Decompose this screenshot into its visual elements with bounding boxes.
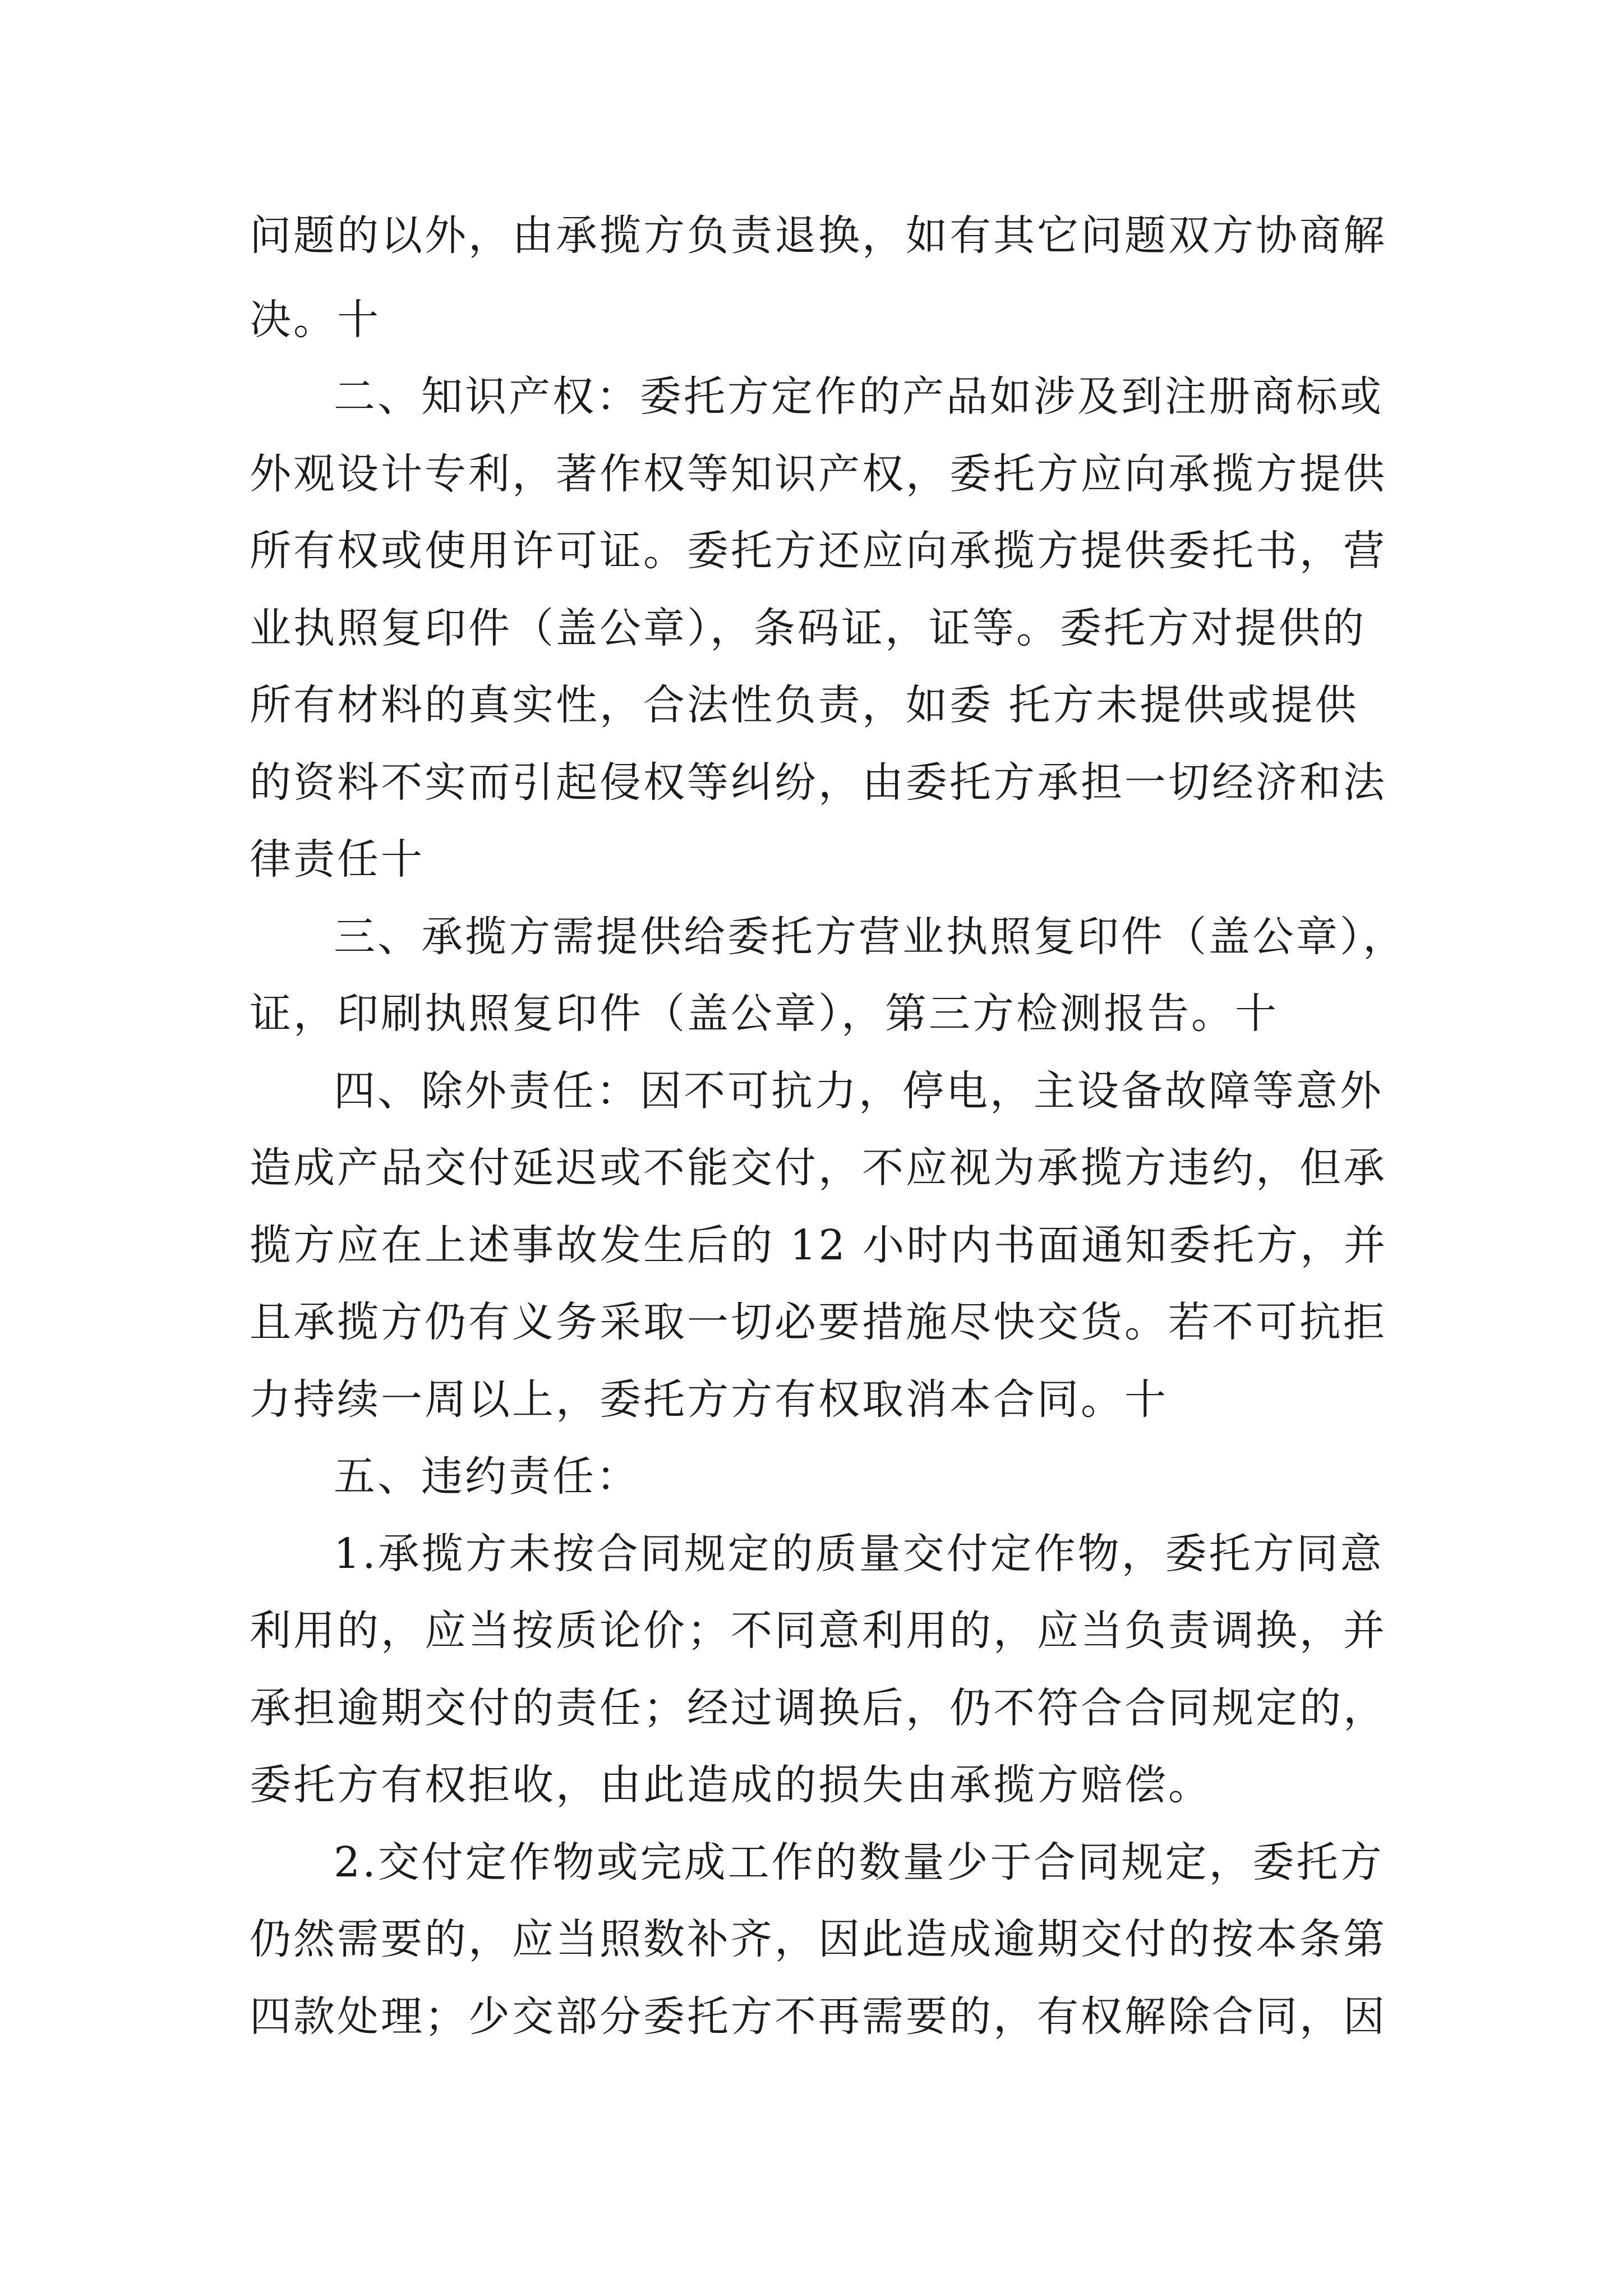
text-line: 造成产品交付延迟或不能交付，不应视为承揽方违约，但承 xyxy=(250,1144,1387,1192)
text-line: 律责任十 xyxy=(250,835,425,884)
text-line: 委托方有权拒收，由此造成的损失由承揽方赔偿。 xyxy=(250,1761,1212,1809)
paragraph-start-line: 四、除外责任：因不可抗力，停电，主设备故障等意外 xyxy=(334,1067,1384,1115)
text-line: 证，印刷执照复印件（盖公章），第三方检测报告。十 xyxy=(250,990,1279,1038)
text-line: 业执照复印件（盖公章），条码证，证等。委托方对提供的 xyxy=(250,604,1366,652)
text-line: 的资料不实而引起侵权等纠纷，由委托方承担一切经济和法 xyxy=(250,758,1387,807)
text-line: 四款处理；少交部分委托方不再需要的，有权解除合同，因 xyxy=(250,1993,1387,2041)
text-line: 仍然需要的，应当照数补齐，因此造成逾期交付的按本条第 xyxy=(250,1915,1387,1963)
paragraph-start-line: 1.承揽方未按合同规定的质量交付定作物，委托方同意 xyxy=(334,1530,1384,1578)
text-line: 利用的，应当按质论价；不同意利用的，应当负责调换，并 xyxy=(250,1607,1387,1655)
text-line: 问题的以外，由承揽方负责退换，如有其它问题双方协商解 xyxy=(250,211,1387,260)
text-line: 所有材料的真实性，合法性负责，如委 托方未提供或提供 xyxy=(250,681,1359,729)
text-line: 揽方应在上述事故发生后的 12 小时内书面通知委托方，并 xyxy=(250,1221,1388,1269)
text-line: 且承揽方仍有义务采取一切必要措施尽快交货。若不可抗拒 xyxy=(250,1298,1387,1346)
text-line: 决。十 xyxy=(250,296,381,344)
paragraph-start-line: 三、承揽方需提供给委托方营业执照复印件（盖公章）， xyxy=(334,913,1407,961)
section-heading: 五、违约责任： xyxy=(334,1452,640,1501)
text-line: 承担逾期交付的责任；经过调换后，仍不符合合同规定的， xyxy=(250,1684,1387,1732)
paragraph-start-line: 2.交付定作物或完成工作的数量少于合同规定，委托方 xyxy=(334,1838,1384,1887)
text-line: 所有权或使用许可证。委托方还应向承揽方提供委托书，营 xyxy=(250,527,1387,575)
text-line: 力持续一周以上，委托方方有权取消本合同。十 xyxy=(250,1375,1168,1424)
text-line: 外观设计专利，著作权等知识产权，委托方应向承揽方提供 xyxy=(250,450,1387,498)
paragraph-start-line: 二、知识产权：委托方定作的产品如涉及到注册商标或 xyxy=(334,372,1384,421)
